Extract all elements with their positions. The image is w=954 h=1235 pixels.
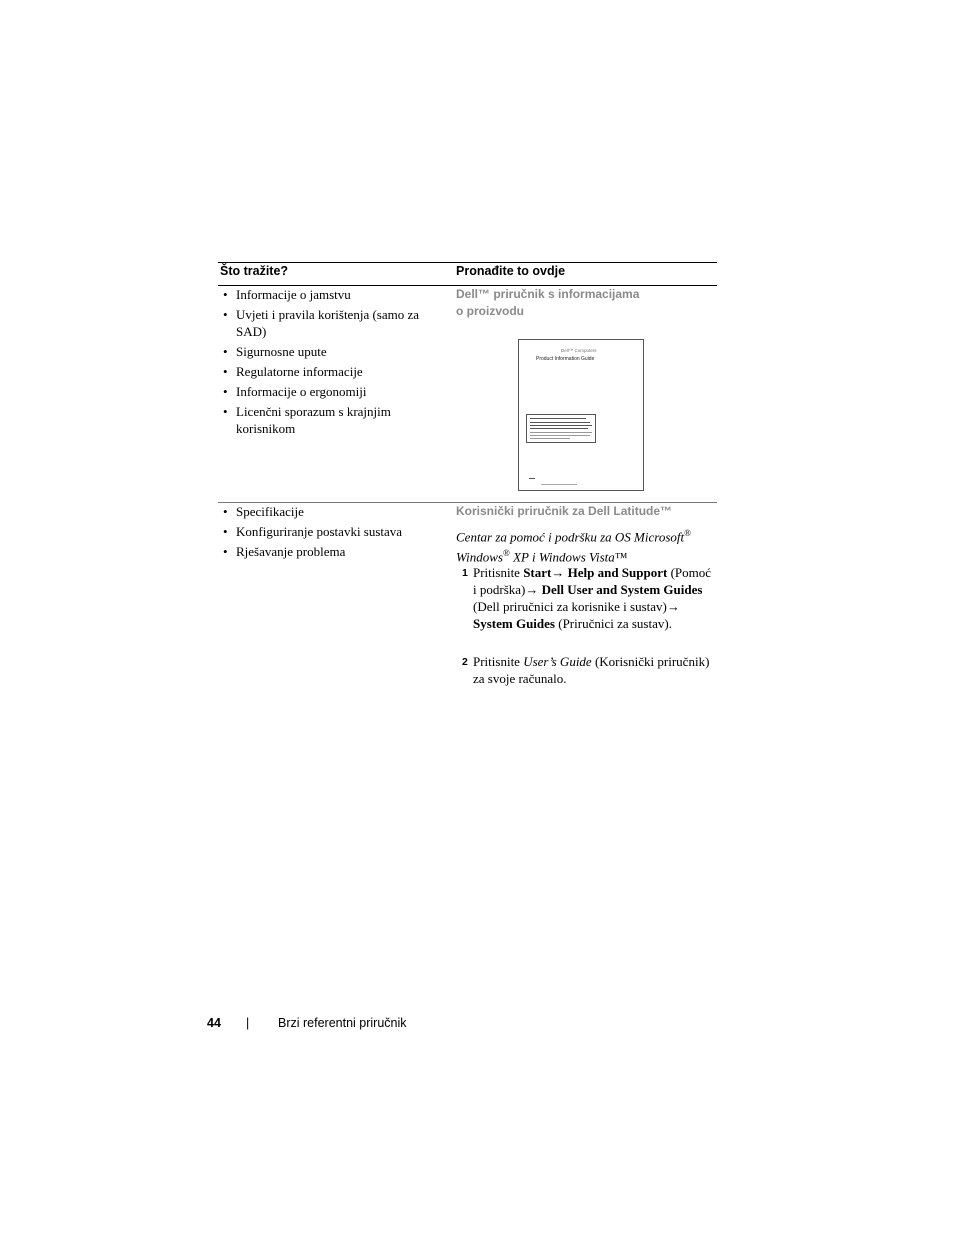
step-2: 2 Pritisnite User’s Guide (Korisnički priručnik) za svoje računalo. <box>462 654 710 686</box>
step-1: 1 Pritisnite Start→ Help and Support (Pomoć i podrška)→ Dell User and System Guides (Dell priručnici za korisnike i sustav)→ System Guides (Priručnici za sustav). <box>462 565 712 631</box>
step-number: 2 <box>462 656 468 668</box>
step-number: 1 <box>462 567 468 579</box>
header-col-what: Što tražite? <box>220 264 289 278</box>
list-item: • Informacije o jamstvu <box>223 287 351 302</box>
list-item: • Konfiguriranje postavki sustava <box>223 524 403 539</box>
booklet-model-mark <box>529 478 535 479</box>
list-item: • Rješavanje problema <box>223 544 346 559</box>
list-item: • Licenčni sporazum s krajnjim korisnikom <box>223 404 391 436</box>
row1-topic-list <box>223 286 438 440</box>
help-center-heading: Centar za pomoć i podršku za OS Microsoft® Windows® XP i Windows Vista™ <box>456 528 691 565</box>
footer-separator: | <box>246 1016 250 1030</box>
header-col-where: Pronađite to ovdje <box>456 264 566 278</box>
list-item: • Specifikacije <box>223 504 304 519</box>
product-info-guide-image <box>518 339 644 491</box>
page-number: 44 <box>207 1016 221 1030</box>
booklet-warning-box <box>526 414 596 443</box>
footer-title: Brzi referentni priručnik <box>278 1016 407 1030</box>
product-info-guide-title: Dell™ priručnik s informacijama o proizvodu <box>456 287 640 318</box>
booklet-title: Product Information Guide <box>536 356 595 362</box>
list-item: • Uvjeti i pravila korištenja (samo za SAD) <box>223 307 420 339</box>
list-item: • Regulatorne informacije <box>223 364 363 379</box>
booklet-footer-line <box>541 484 577 485</box>
table-top-rule <box>218 262 717 263</box>
list-item: • Informacije o ergonomiji <box>223 384 367 399</box>
users-guide-title: Korisnički priručnik za Dell Latitude™ <box>456 504 673 518</box>
row2-topic-list <box>223 503 438 563</box>
booklet-brand: Dell™ Computers <box>561 348 597 353</box>
list-item: • Sigurnosne upute <box>223 344 327 359</box>
